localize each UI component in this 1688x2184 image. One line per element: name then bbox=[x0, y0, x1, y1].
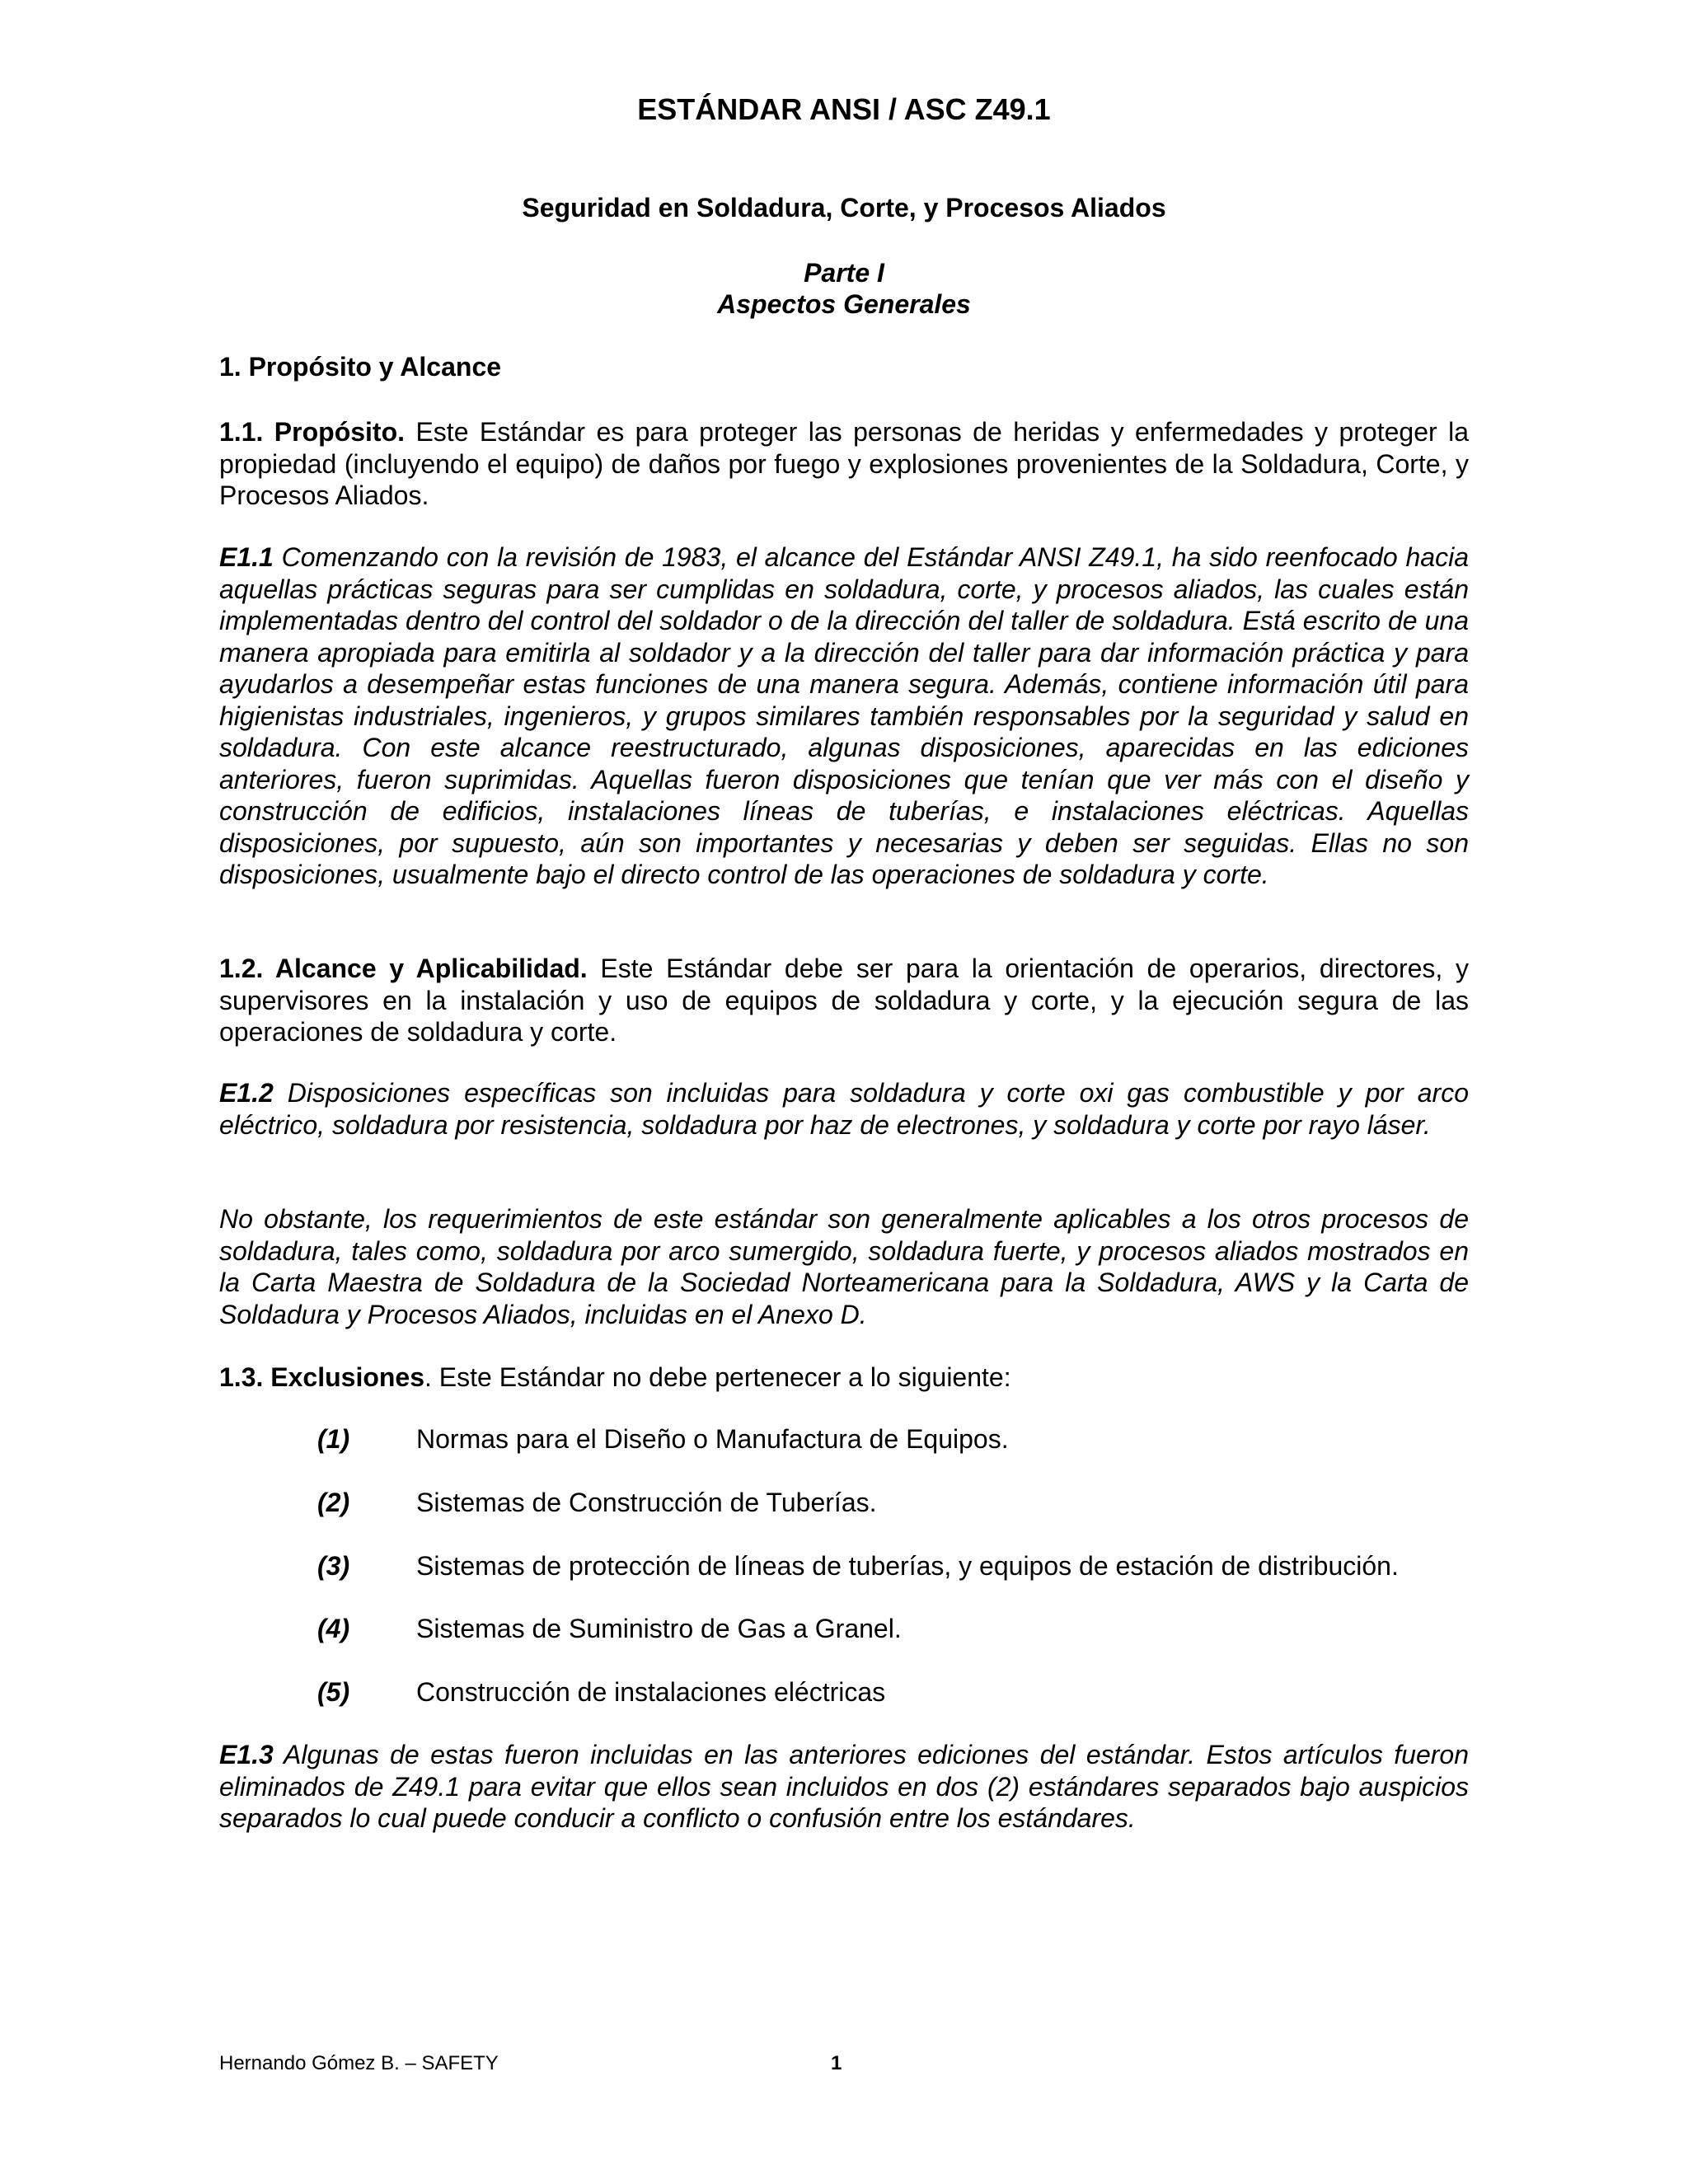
list-item bbox=[0, 1424, 1688, 1457]
explanation-text: Comenzando con la revisión de 1983, el alcance del Estándar ANSI Z49.1, ha sido reenfocado hacia aquellas prácticas seguras para ser cumplidas en soldadura, corte, y procesos aliados, las cuales están implementadas dentro del control del soldador o de la dirección del taller de soldadura. Está escrito de una manera apropiada para emitirla al soldador y a la dirección del taller para dar información práctica y para ayudarlos a desempeñar estas funciones de una manera segura. Además, contiene información útil para higienistas industriales, ingenieros, y grupos similares también responsables por la seguridad y salud en soldadura. Con este alcance reestructurado, algunas disposiciones, aparecidas en las ediciones anteriores, fueron suprimidas. Aquellas fueron disposiciones que tenían que ver más con el diseño y construcción de edificios, instalaciones líneas de tuberías, e instalaciones eléctricas. Aquellas disposiciones, por supuesto, aún son importantes y necesarias y deben ser seguidas. Ellas no son disposiciones, usualmente bajo el directo control de las operaciones de soldadura y corte. bbox=[219, 542, 1469, 889]
explanation-e1-1 bbox=[219, 541, 1469, 891]
list-item bbox=[0, 1551, 1688, 1584]
part-title: Aspectos Generales bbox=[717, 289, 971, 319]
paragraph-1-3 bbox=[219, 1361, 1469, 1394]
paragraph-1-2 bbox=[219, 953, 1469, 1048]
part-heading bbox=[0, 257, 1688, 320]
list-item-text: Normas para el Diseño o Manufactura de Equipos. bbox=[416, 1424, 1009, 1454]
list-item-number: (4) bbox=[317, 1614, 350, 1643]
paragraph-1-1 bbox=[219, 416, 1469, 512]
explanation-text: Disposiciones específicas son incluidas para soldadura y corte oxi gas combustible y por arco eléctrico, soldadura por resistencia, soldadura por haz de electrones, y soldadura y corte por rayo láser. bbox=[219, 1078, 1469, 1140]
document-subtitle: Seguridad en Soldadura, Corte, y Procesos Aliados bbox=[522, 193, 1166, 223]
list-item-number: (1) bbox=[317, 1424, 350, 1454]
paragraph-heading: 1.3. Exclusiones bbox=[219, 1362, 425, 1392]
paragraph-text: Este Estándar debe ser para la orientación de operarios, directores, y supervisores en la instalación y uso de equipos de soldadura y corte, y la ejecución segura de las operaciones de soldadura y corte. bbox=[219, 954, 1470, 1047]
list-item-number: (5) bbox=[317, 1677, 350, 1707]
page-number: 1 bbox=[831, 2052, 842, 2074]
paragraph-text: . Este Estándar no debe pertenecer a lo siguiente: bbox=[424, 1362, 1011, 1392]
explanation-label: E1.3 bbox=[219, 1740, 274, 1769]
explanation-e1-2 bbox=[219, 1077, 1469, 1141]
explanation-label: E1.2 bbox=[219, 1078, 274, 1108]
list-item bbox=[0, 1677, 1688, 1710]
list-item-text: Sistemas de protección de líneas de tuberías, y equipos de estación de distribución. bbox=[416, 1551, 1399, 1581]
paragraph-heading: 1.1. Propósito. bbox=[219, 417, 406, 447]
list-item-number: (2) bbox=[317, 1488, 350, 1517]
list-item-text: Sistemas de Construcción de Tuberías. bbox=[416, 1488, 877, 1517]
list-item bbox=[0, 1614, 1688, 1647]
explanation-label: E1.1 bbox=[219, 542, 274, 572]
paragraph-text: Este Estándar es para proteger las personas de heridas y enfermedades y proteger la propiedad (incluyendo el equipo) de daños por fuego y explosiones provenientes de la Soldadura, Corte, y Procesos Aliados. bbox=[219, 417, 1470, 510]
list-item-text: Sistemas de Suministro de Gas a Granel. bbox=[416, 1614, 902, 1643]
explanation-e1-3 bbox=[219, 1739, 1469, 1835]
list-item-text: Construcción de instalaciones eléctricas bbox=[416, 1677, 886, 1707]
footer-author: Hernando Gómez B. – SAFETY bbox=[219, 2052, 499, 2074]
document-title: ESTÁNDAR ANSI / ASC Z49.1 bbox=[637, 92, 1051, 126]
paragraph-heading: 1.2. Alcance y Aplicabilidad. bbox=[219, 954, 588, 983]
explanation-continuation: No obstante, los requerimientos de este estándar son generalmente aplicables a los otros procesos de soldadura, tales como, soldadura por arco sumergido, soldadura fuerte, y procesos aliados mostrados en la Carta Maestra de Soldadura de la Sociedad Norteamericana para la Soldadura, AWS y la Carta de Soldadura y Procesos Aliados, incluidas en el Anexo D. bbox=[219, 1204, 1469, 1329]
section-heading: 1. Propósito y Alcance bbox=[219, 352, 502, 382]
part-label: Parte I bbox=[804, 258, 884, 288]
list-item-number: (3) bbox=[317, 1551, 350, 1581]
list-item bbox=[0, 1488, 1688, 1521]
explanation-text: Algunas de estas fueron incluidas en las anteriores ediciones del estándar. Estos artículos fueron eliminados de Z49.1 para evitar que ellos sean incluidos en dos (2) estándares separados bajo auspicios separados lo cual puede conducir a conflicto o confusión entre los estándares. bbox=[219, 1740, 1469, 1833]
